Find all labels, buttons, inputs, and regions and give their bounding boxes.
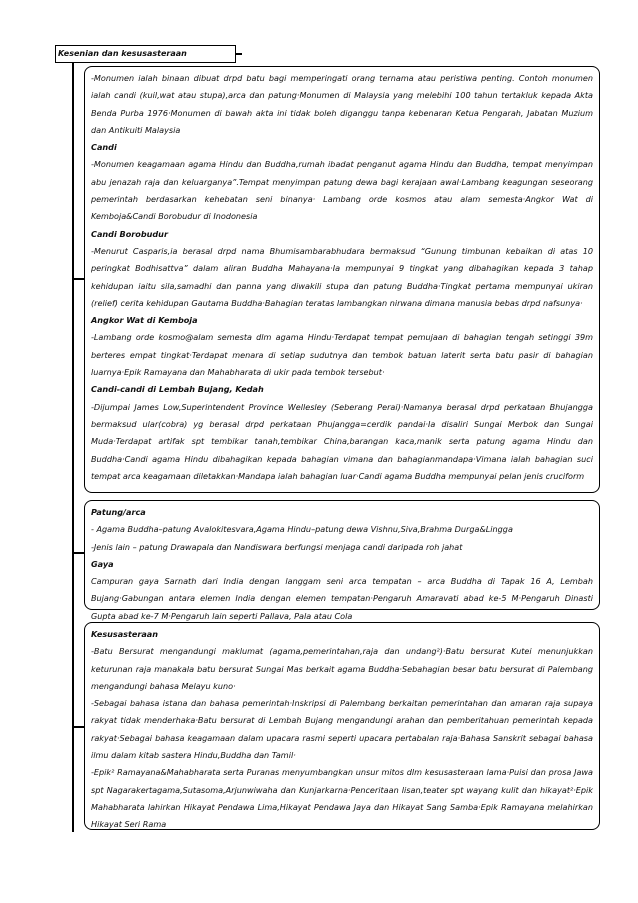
bujang-term-cruciform: cruciform: [545, 470, 585, 481]
kesusasteraan-box: [84, 622, 600, 830]
candi-heading: Candi: [91, 142, 117, 153]
bujang-term-mandapa-2: Mandapa: [238, 470, 276, 481]
section-title-text: Kesenian dan kesusasteraan: [58, 49, 187, 58]
bujang-term-bhujangga: Bhujangga: [549, 401, 593, 412]
bujang-text-part: =cerdik pandai·Ia disaliri Sungai Merbok dan Sungai Muda·Terdapat artifak spt tembikar tanah,tembikar China,barangan kaca,manik serta patung agama Hindu dan Buddha·Candi agama Hindu dibahagikan kepada bahagian: [91, 418, 593, 464]
connector-branch-2: [72, 552, 84, 554]
monumen-box: [84, 66, 600, 493]
bujang-term-vimana: vimana: [343, 453, 374, 464]
monumen-intro: -Monumen ialah binaan dibuat drpd batu bagi memperingati orang ternama atau peristiwa penting. Contoh monumen ialah candi (kuil,wat atau stupa),arca dan patung·Monumen di Malaysia yang melebihi 100 tahun tertakluk kepada Akta Benda Purba 1976·Monumen di bawah akta ini tidak boleh diganggu tanpa kebenaran Ketua Pengarah, Jabatan Muzium dan Antikuiti Malaysia: [91, 73, 593, 135]
patung-line-1: - Agama Buddha–patung Avalokitesvara,Agama Hindu–patung dewa Vishnu,Siva,Brahma Durga&Lingga: [91, 524, 513, 535]
connector-vertical: [72, 62, 74, 832]
bujang-text-part: ·: [473, 453, 476, 464]
bujang-term-vimana-2: Vimana: [475, 453, 507, 464]
borobudur-heading: Candi Borobudur: [91, 228, 168, 239]
angkor-heading: Angkor Wat di Kemboja: [91, 315, 198, 326]
bujang-text-part: -Dijumpai James Low,Superintendent Province Wellesley (Seberang Perai)·Namanya berasal drpd perkataan: [91, 401, 550, 412]
bujang-term-mandapa: mandapa: [434, 453, 474, 464]
gaya-text: Campuran gaya Sarnath dari India dengan langgam seni arca tempatan – arca Buddha di Tapak 16 A, Lembah Bujang·Gabungan antara elemen India dengan elemen tempatan·Pengaruh Amaravati abad ke-5 M·Pengaruh Dinasti Gupta abad ke-7 M·Pengaruh lain seperti Pallava, Pala atau Cola: [91, 576, 593, 621]
connector-branch-1: [72, 278, 84, 280]
angkor-text: -Lambang orde kosmo@alam semesta dlm agama Hindu·Terdapat tempat pemujaan di bahagian tengah setinggi 39m berteres empat tingkat·Terdapat menara di setiap sudutnya dan tembok batuan laterit serta batu pasir di bahagian luarnya·Epik Ramayana dan Mahabharata di ukir pada tembok tersebut·: [91, 332, 593, 378]
kesusasteraan-heading: Kesusasteraan: [91, 629, 159, 639]
bujang-term-phujangga: Phujangga: [317, 418, 361, 429]
section-title: [55, 45, 236, 63]
patung-line-2: -Jenis lain – patung Drawapala dan Nandiswara berfungsi menjaga candi daripada roh jahat: [91, 541, 463, 552]
borobudur-text: -Menurut Casparis,ia berasal drpd nama Bhumisambarabhudara bermaksud “Gunung timbunan kebaikan di atas 10 peringkat Bodhisattva” dalam aliran Buddha Mahayana·Ia mempunyai 9 tingkat yang dibahagikan kepada 3 tahap kehidupan iaitu sila,samadhi dan panna yang diwakili stupa dan patung Buddha·Tingkat pertama mempunyai ukiran (relief) cerita kehidupan Gautama Buddha·Bahagian teratas lambangkan nirwana dimana manusia bebas drpd nafsunya·: [91, 245, 593, 308]
connector-horizontal-top: [236, 53, 242, 55]
patung-box: [84, 500, 600, 621]
bujang-text-part: ialah bahagian suci tempat arca keagamaan diletakkan·: [91, 453, 593, 481]
bujang-text: [91, 399, 593, 485]
kesusasteraan-para-1: -Batu Bersurat mengandungi maklumat (agama,pemerintahan,raja dan undang²)·Batu bersurat Kutei menunjukkan keturunan raja manakala batu bersurat Sungai Mas berkait agama Buddha·Sebahagian besar batu bersurat di Palembang mengandungi bahasa Melayu kuno·: [91, 646, 593, 691]
connector-branch-3: [72, 726, 84, 728]
bujang-text-part: ialah bahagian luar·Candi agama Buddha mempunyai pelan jenis: [275, 470, 546, 481]
patung-heading: Patung/arca: [91, 507, 146, 517]
kesusasteraan-para-3: -Epik² Ramayana&Mahabharata serta Puranas menyumbangkan unsur mitos dlm kesusasteraan lama·Puisi dan prosa Jawa spt Nagarakertagama,Sutasoma,Arjunwiwaha dan Kunjarkarna·Penceritaan lisan,teater spt wayang kulit dan hikayat²·Epik Mahabharata lahirkan Hikayat Pendawa Lima,Hikayat Pendawa Jaya dan Hikayat Sang Samba·Epik Ramayana melahirkan Hikayat Seri Rama: [91, 767, 593, 830]
bujang-text-part: dan bahagian: [373, 453, 435, 464]
bujang-heading: Candi-candi di Lembah Bujang, Kedah: [91, 384, 264, 395]
candi-text: -Monumen keagamaan agama Hindu dan Buddha,rumah ibadat penganut agama Hindu dan Buddha, tempat menyimpan abu jenazah raja dan keluarganya”.Tempat menyimpan patung dewa bagi kerajaan awal·Lambang keagungan seseorang pemerintah berdasarkan kehebatan seni binanya· Lambang orde kosmos atau alam semesta·Angkor Wat di Kemboja&Candi Borobudur di Inodonesia: [91, 159, 593, 222]
bujang-text-part: bermaksud ular(cobra) yg berasal drpd perkataan: [91, 418, 318, 429]
gaya-heading: Gaya: [91, 558, 114, 569]
kesusasteraan-para-2: -Sebagai bahasa istana dan bahasa pemerintah·Inskripsi di Palembang berkaitan pemerintahan dan amaran raja supaya rakyat tidak menderhaka·Batu bersurat di Lembah Bujang mengandungi arahan dan pemberitahuan pemerintah kepada rakyat·Sebagai bahasa keagamaan dalam upacara rasmi seperti upacara pertabalan raja·Bahasa Sanskrit sebagai bahasa ilmu dalam kitab sastera Hindu,Buddha dan Tamil·: [91, 698, 593, 761]
